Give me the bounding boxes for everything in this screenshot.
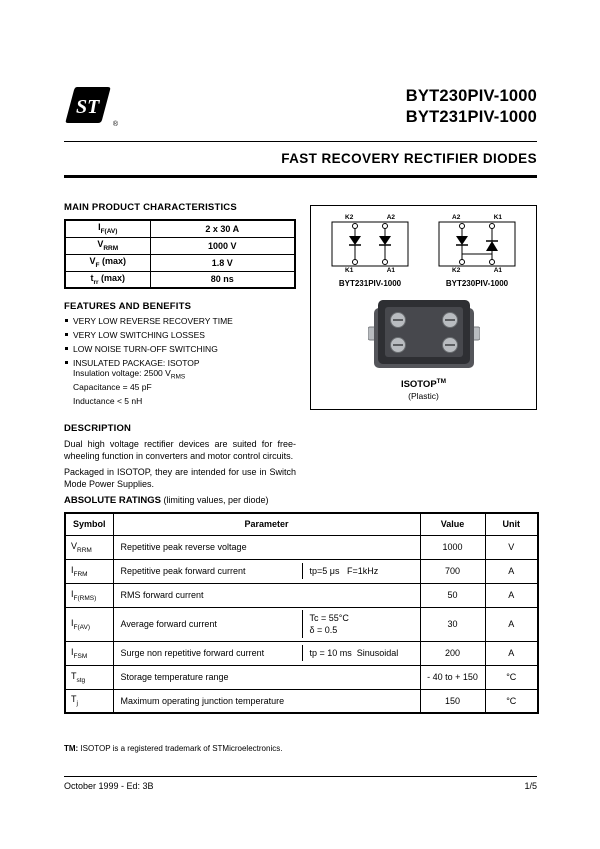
features-section: [64, 301, 296, 409]
document-subtitle: FAST RECOVERY RECTIFIER DIODES: [281, 151, 537, 166]
value-cell: 80 ns: [150, 271, 295, 288]
unit-cell: A: [485, 607, 538, 641]
conditions-cell: Tc = 55°C δ = 0.5: [302, 610, 420, 638]
table-row: [65, 254, 295, 271]
registered-mark: ®: [112, 121, 118, 128]
feature-text: VERY LOW REVERSE RECOVERY TIME: [73, 316, 233, 326]
footer-date-edition: October 1999 - Ed: 3B: [64, 781, 154, 791]
parameter-cell: Repetitive peak reverse voltage: [113, 535, 420, 559]
unit-cell: °C: [485, 665, 538, 689]
feature-detail: Inductance < 5 nH: [73, 395, 143, 406]
header-unit: Unit: [485, 513, 538, 535]
value-cell: 50: [420, 583, 485, 607]
symbol-cell: $V_{RRM}$: [65, 535, 113, 559]
feature-detail: Capacitance = 45 pF: [73, 381, 152, 392]
symbol-cell: $V_F$ (max): [65, 254, 150, 271]
table-row: [65, 641, 538, 665]
left-column: [64, 202, 296, 491]
st-logo: [64, 86, 116, 130]
svg-text:ST: ST: [76, 96, 100, 118]
feature-item: [64, 358, 296, 368]
symbol-cell: $T_{stg}$: [65, 665, 113, 689]
conditions-cell: tp=5 μs F=1kHz: [302, 563, 420, 579]
part-number-2: BYT231PIV-1000: [405, 108, 537, 127]
absolute-ratings-title: ABSOLUTE RATINGS (limiting values, per diode): [64, 495, 269, 506]
series-diode-schematic-icon: [438, 221, 516, 267]
header-divider: [64, 141, 537, 142]
value-cell: 150: [420, 689, 485, 713]
symbol-cell: $I_{FRM}$: [65, 559, 113, 583]
pin-labels-bottom: K2 A1: [452, 267, 502, 275]
parameter-cell: RMS forward current: [113, 583, 420, 607]
symbol-cell: $I_{F(AV)}$: [65, 220, 150, 237]
header-symbol: Symbol: [65, 513, 113, 535]
unit-cell: °C: [485, 689, 538, 713]
st-logo-icon: [64, 86, 112, 124]
table-row: [65, 689, 538, 713]
schematic-byt230: [432, 214, 522, 288]
schematic-label: BYT230PIV-1000: [445, 279, 509, 289]
value-cell: - 40 to + 150: [420, 665, 485, 689]
feature-item: [64, 316, 296, 326]
pin-labels-top: A2 K1: [452, 214, 502, 221]
trademark-footnote: TM: ISOTOP is a registered trademark of STMicroelectronics.: [64, 744, 283, 753]
header-value: Value: [420, 513, 485, 535]
symbol-cell: $V_{RRM}$: [65, 237, 150, 254]
unit-cell: A: [485, 559, 538, 583]
symbol-cell: $I_{F(RMS)}$: [65, 583, 113, 607]
schematics: [311, 206, 536, 288]
square-bullet-icon: [65, 319, 68, 322]
description-title: DESCRIPTION: [64, 423, 132, 435]
symbol-cell: $I_{F(AV)}$: [65, 607, 113, 641]
conditions-cell: tp = 10 ms Sinusoidal: [302, 645, 420, 661]
unit-cell: A: [485, 583, 538, 607]
description-paragraph: Packaged in ISOTOP, they are intended for use in Switch Mode Power Supplies.: [64, 467, 296, 489]
feature-item: [64, 344, 296, 354]
part-numbers: [406, 86, 537, 129]
table-row: [65, 220, 295, 237]
footer: [64, 781, 537, 791]
table-row: [65, 607, 538, 641]
parameter-cell: Average forward current Tc = 55°C δ = 0.5: [113, 607, 420, 641]
value-cell: 1.8 V: [150, 254, 295, 271]
absolute-ratings-section: [64, 495, 537, 714]
table-row: [65, 559, 538, 583]
table-row: [65, 271, 295, 288]
feature-item: [64, 330, 296, 340]
description-section: [64, 423, 296, 490]
parameter-cell: Maximum operating junction temperature: [113, 689, 420, 713]
value-cell: 30: [420, 607, 485, 641]
feature-text: VERY LOW SWITCHING LOSSES: [73, 330, 205, 340]
pin-labels-top: K2 A2: [345, 214, 395, 221]
symbol-cell: $T_j$: [65, 689, 113, 713]
schematic-byt231: [325, 214, 415, 288]
footer-page-number: 1/5: [524, 781, 537, 791]
value-cell: 700: [420, 559, 485, 583]
table-row: [65, 237, 295, 254]
package-type: (Plastic): [408, 391, 439, 402]
square-bullet-icon: [65, 333, 68, 336]
unit-cell: V: [485, 535, 538, 559]
value-cell: 2 x 30 A: [150, 220, 295, 237]
part-number-1: BYT230PIV-1000: [405, 87, 537, 105]
unit-cell: A: [485, 641, 538, 665]
table-row: [65, 665, 538, 689]
main-characteristics-table: [64, 219, 296, 289]
header: [64, 86, 537, 130]
dual-diode-schematic-icon: [331, 221, 409, 267]
parameter-cell: Repetitive peak forward current tp=5 μs F=1kHz: [113, 559, 420, 583]
features-title: FEATURES AND BENEFITS: [64, 301, 192, 312]
header-parameter: Parameter: [113, 513, 420, 535]
schematic-label: BYT231PIV-1000: [338, 279, 402, 289]
value-cell: 1000 V: [150, 237, 295, 254]
feature-detail: Insulation voltage: 2500 $V_{RMS}$: [73, 368, 186, 381]
feature-text: INSULATED PACKAGE: ISOTOP: [73, 358, 200, 368]
subtitle-divider: [64, 175, 537, 178]
symbol-cell: $I_{FSM}$: [65, 641, 113, 665]
table-row: [65, 535, 538, 559]
description-paragraph: Dual high voltage rectifier devices are suited for free-wheeling function in converters and motor control circuits.: [64, 439, 296, 461]
square-bullet-icon: [65, 361, 68, 364]
package-name: ISOTOP™: [400, 378, 447, 391]
feature-text: LOW NOISE TURN-OFF SWITCHING: [73, 344, 218, 354]
isotop-package-image: [311, 296, 536, 372]
table-header-row: [65, 513, 538, 535]
absolute-ratings-table: [64, 512, 539, 714]
isotop-package-icon: [368, 296, 480, 372]
parameter-cell: Storage temperature range: [113, 665, 420, 689]
table-row: [65, 583, 538, 607]
symbol-cell: $t_{rr}$ (max): [65, 271, 150, 288]
package-panel: [310, 205, 537, 410]
parameter-cell: Surge non repetitive forward current tp = 10 ms Sinusoidal: [113, 641, 420, 665]
square-bullet-icon: [65, 347, 68, 350]
value-cell: 1000: [420, 535, 485, 559]
value-cell: 200: [420, 641, 485, 665]
main-characteristics-title: MAIN PRODUCT CHARACTERISTICS: [64, 202, 237, 213]
pin-labels-bottom: K1 A1: [345, 267, 395, 275]
footer-divider: [64, 776, 537, 777]
